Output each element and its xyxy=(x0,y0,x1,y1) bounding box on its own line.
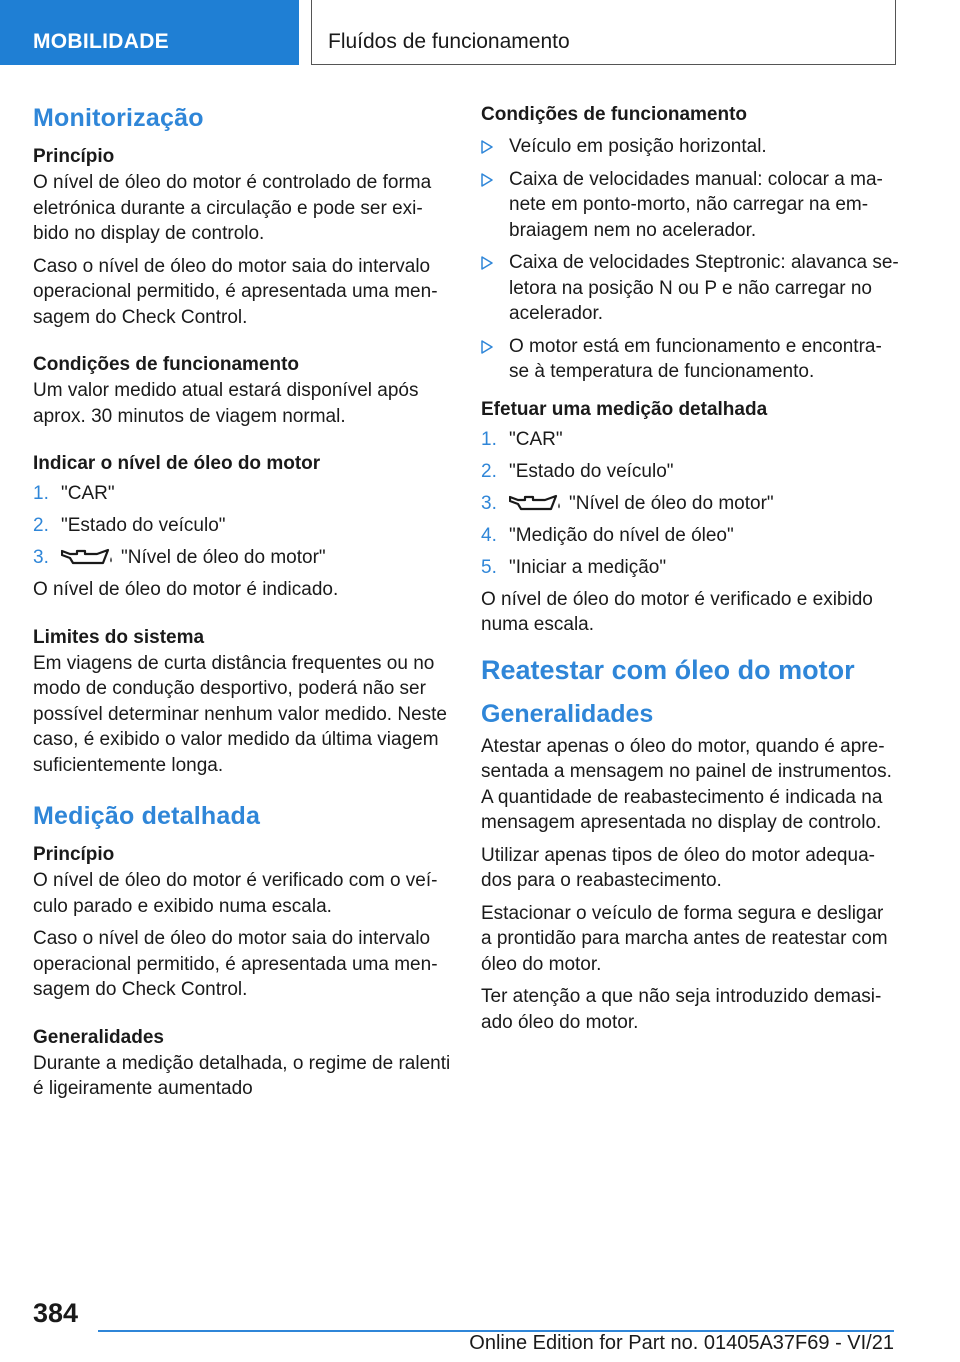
list-item xyxy=(481,427,899,453)
list-item xyxy=(481,167,899,244)
section-heading-monitoring: Monitorização xyxy=(33,104,204,132)
indicate-steps xyxy=(33,481,451,571)
subheading-indicate-level: Indicar o nível de óleo do motor xyxy=(33,453,321,474)
step-number: 2. xyxy=(33,515,49,536)
condition-text: Caixa de velocidades Steptronic: alavanca seletora na posição N ou P e não carregar no acelerador. xyxy=(509,252,899,324)
oil-can-icon xyxy=(509,493,561,513)
footer-edition: Online Edition for Part no. 01405A37F69 - VI/21 xyxy=(469,1332,894,1354)
condition-text: Veículo em posição horizontal. xyxy=(509,136,767,157)
triangle-bullet-icon xyxy=(481,173,493,187)
right-column xyxy=(481,102,899,1042)
subheading-system-limits: Limites do sistema xyxy=(33,626,205,648)
paragraph: Atestar apenas o óleo do motor, quando é apresentada a mensagem no painel de instrumentos. A quantidade de reabastecimento é indicada na mensagem apresentada no display de controlo. xyxy=(481,735,892,833)
section-title: MOBILIDADE xyxy=(33,30,169,53)
step-number: 1. xyxy=(33,483,49,504)
chapter-tab xyxy=(311,0,896,65)
subheading-general: Generalidades xyxy=(33,1026,164,1048)
section-heading-detailed-measurement: Medição detalhada xyxy=(33,802,261,830)
paragraph: Ter atenção a que não seja introduzido demasiado óleo do motor. xyxy=(481,986,882,1033)
paragraph: Utilizar apenas tipos de óleo do motor adequados para o reabastecimento. xyxy=(481,844,875,891)
oil-can-icon xyxy=(61,547,113,567)
list-item xyxy=(481,334,899,385)
paragraph: Em viagens de curta distância frequentes ou no modo de condução desportivo, poderá não ser possível determinar nenhum valor medido. Neste caso, é exibido o valor medido da última viagem suficientemente longa. xyxy=(33,652,447,776)
step-number: 4. xyxy=(481,524,497,546)
step-text: "Nível de óleo do motor" xyxy=(121,547,326,568)
triangle-bullet-icon xyxy=(481,140,493,154)
page-number: 384 xyxy=(33,1298,79,1328)
subheading-conditions: Condições de funcionamento xyxy=(33,354,300,375)
paragraph: O nível de óleo do motor é verificado e exibido numa escala. xyxy=(481,588,873,635)
step-text: "CAR" xyxy=(61,483,115,504)
paragraph: O nível de óleo do motor é controlado de forma eletrónica durante a circulação e pode ser exibido no display de controlo. xyxy=(33,172,432,244)
triangle-bullet-icon xyxy=(481,340,493,354)
chapter-title: Fluídos de funcionamento xyxy=(328,30,570,53)
paragraph: Durante a medição detalhada, o regime de ralenti é ligeiramente aumentado xyxy=(33,1052,451,1099)
list-item xyxy=(33,481,451,507)
step-number: 3. xyxy=(481,492,497,514)
paragraph: Estacionar o veículo de forma segura e desligar a prontidão para marcha antes de reatestar com óleo do motor. xyxy=(481,902,888,975)
condition-text: Caixa de velocidades manual: colocar a manete em ponto-morto, não carregar na embraiagem nem no acelerador. xyxy=(509,168,883,241)
step-text: "Estado do veículo" xyxy=(61,515,226,536)
list-item xyxy=(481,555,899,581)
step-text: "CAR" xyxy=(509,428,563,450)
conditions-list xyxy=(481,134,899,385)
paragraph: Um valor medido atual estará disponível após aprox. 30 minutos de viagem normal. xyxy=(33,380,419,427)
paragraph: O nível de óleo do motor é indicado. xyxy=(33,579,339,600)
list-item xyxy=(481,491,899,517)
step-number: 2. xyxy=(481,460,497,482)
paragraph: O nível de óleo do motor é verificado com o veículo parado e exibido numa escala. xyxy=(33,870,438,917)
step-text: "Medição do nível de óleo" xyxy=(509,524,734,546)
measurement-steps xyxy=(481,427,899,581)
step-text: "Iniciar a medição" xyxy=(509,556,667,578)
subheading-principle: Princípio xyxy=(33,146,115,167)
step-text: "Nível de óleo do motor" xyxy=(569,492,774,514)
condition-text: O motor está em funcionamento e encontra-se à temperatura de funcionamento. xyxy=(509,335,882,382)
subheading-detailed-measurement: Efetuar uma medição detalhada xyxy=(481,398,768,420)
list-item xyxy=(33,545,451,571)
subheading-principle: Princípio xyxy=(33,844,115,865)
list-item xyxy=(481,523,899,549)
step-number: 1. xyxy=(481,428,497,450)
paragraph: Caso o nível de óleo do motor saia do intervalo operacional permitido, é apresentada uma mensagem do Check Control. xyxy=(33,928,438,1000)
section-heading-refill: Reatestar com óleo do motor xyxy=(481,654,855,685)
paragraph: Caso o nível de óleo do motor saia do intervalo operacional permitido, é apresentada uma mensagem do Check Control. xyxy=(33,255,438,328)
section-tab xyxy=(0,0,299,65)
step-number: 5. xyxy=(481,556,497,578)
subheading-conditions: Condições de funcionamento xyxy=(481,104,748,125)
triangle-bullet-icon xyxy=(481,256,493,270)
step-text: "Estado do veículo" xyxy=(509,460,674,482)
list-item xyxy=(481,250,899,327)
list-item xyxy=(33,513,451,539)
left-column xyxy=(33,102,451,1109)
list-item xyxy=(481,459,899,485)
list-item xyxy=(481,134,899,160)
subsection-heading-general: Generalidades xyxy=(481,699,654,728)
step-number: 3. xyxy=(33,547,49,568)
